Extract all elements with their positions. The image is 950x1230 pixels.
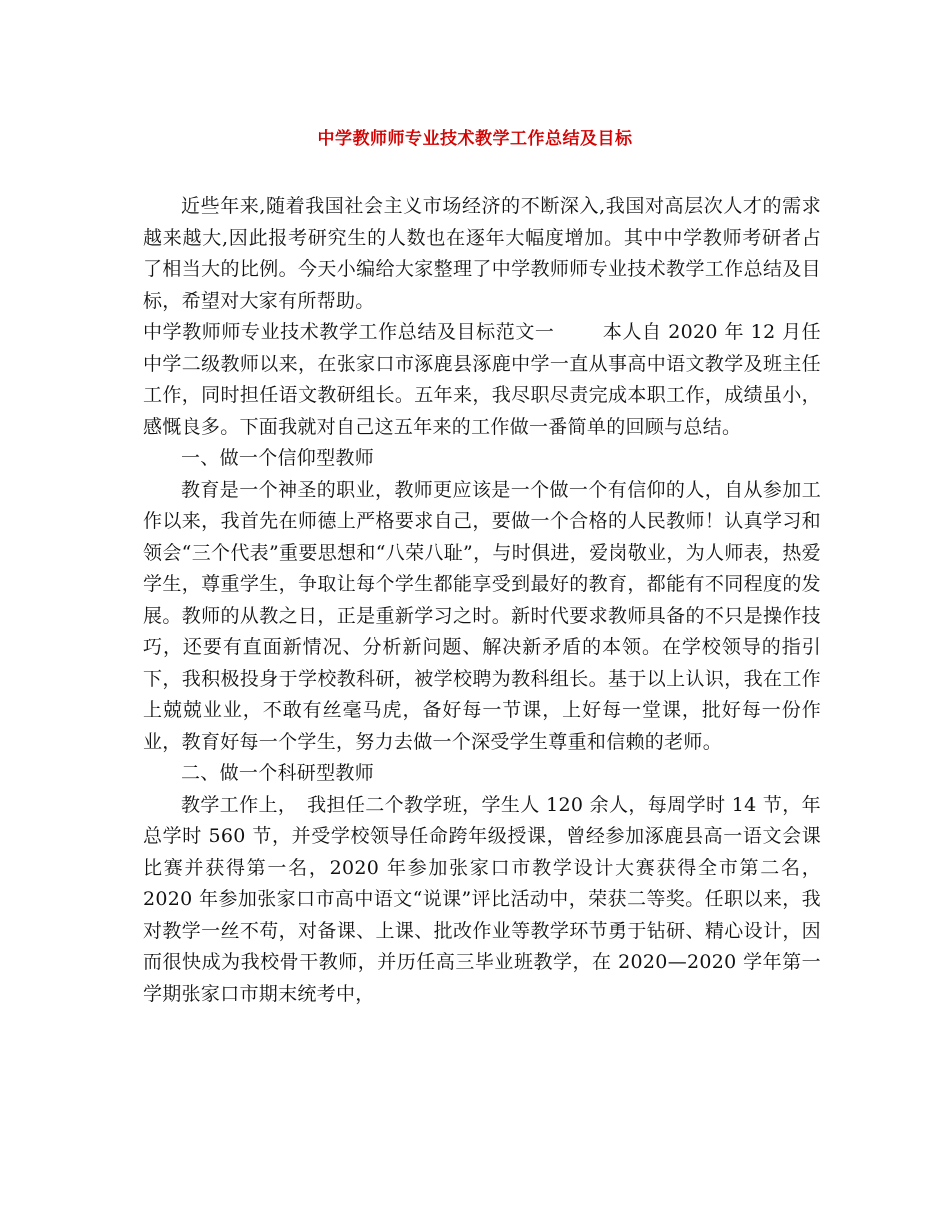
section-heading-2: 二、做一个科研型教师 (181, 762, 375, 784)
sample-intro-text: 本人自 2020 年 12 月任中学二级教师以来，在张家口市涿鹿县涿鹿中学一直从事高中语文教学及班主任工作，同时担任语文教研组长。五年来，我尽职尽责完成本职工作，成绩虽小，感慨良多。下面我就对自己这五年来的工作做一番简单的回顾与总结。 (143, 321, 821, 438)
document-body (143, 191, 821, 1010)
intro-paragraph: 近些年来,随着我国社会主义市场经济的不断深入,我国对高层次人才的需求越来越大,因此报考研究生的人数也在逐年大幅度增加。其中中学教师考研者占了相当大的比例。今天小编给大家整理了中学教师师专业技术教学工作总结及目标，希望对大家有所帮助。 (143, 195, 821, 312)
section-1-paragraph: 教育是一个神圣的职业，教师更应该是一个做一个有信仰的人，自从参加工作以来，我首先在师德上严格要求自己，要做一个合格的人民教师！认真学习和领会“三个代表”重要思想和“八荣八耻”，与时俱进，爱岗敬业，为人师表，热爱学生，尊重学生，争取让每个学生都能享受到最好的教育，都能有不同程度的发展。教师的从教之日，正是重新学习之时。新时代要求教师具备的不只是操作技巧，还要有直面新情况、分析新问题、解决新矛盾的本领。在学校领导的指引下，我积极投身于学校教科研，被学校聘为教科组长。基于以上认识，我在工作上兢兢业业，不敢有丝毫马虎，备好每一节课，上好每一堂课，批好每一份作业，教育好每一个学生，努力去做一个深受学生尊重和信赖的老师。 (143, 478, 821, 753)
document-title: 中学教师师专业技术教学工作总结及目标 (317, 129, 633, 149)
sample-paragraph (143, 317, 821, 443)
section-2-paragraph: 教学工作上， 我担任二个教学班，学生人 120 余人，每周学时 14 节，年总学时 560 节，并受学校领导任命跨年级授课，曾经参加涿鹿县高一语文会课比赛并获得第一名，2020 年参加张家口市教学设计大赛获得全市第二名，2020 年参加张家口市高中语文“说课”评比活动中，荣获二等奖。任职以来，我对教学一丝不苟，对备课、上课、批改作业等教学环节勇于钻研、精心设计，因而很快成为我校骨干教师，并历任高三毕业班教学，在 2020—2020 学年第一学期张家口市期末统考中， (143, 793, 821, 1005)
sample-heading: 中学教师师专业技术教学工作总结及目标范文一 (143, 321, 555, 343)
section-heading-1: 一、做一个信仰型教师 (181, 447, 375, 469)
